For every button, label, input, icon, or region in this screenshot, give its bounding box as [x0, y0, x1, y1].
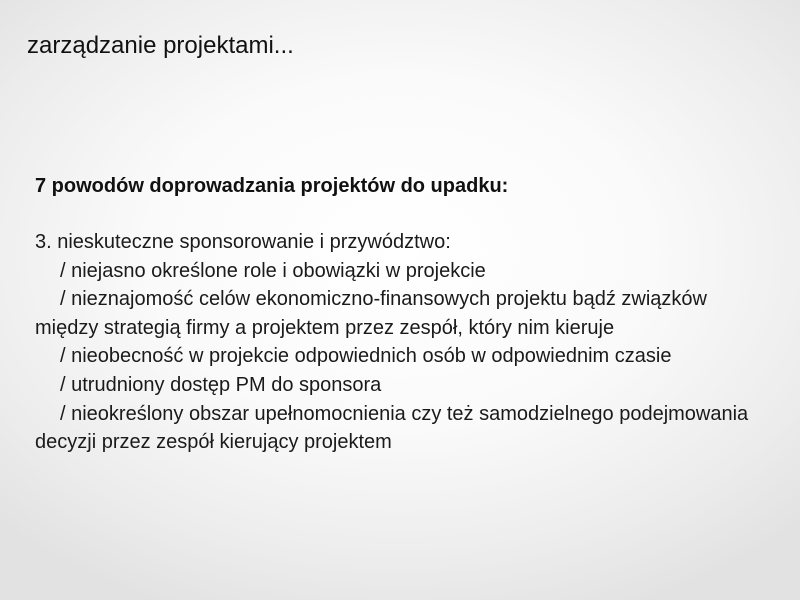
- bullet-item-people: / nieobecność w projekcie odpowiednich osób w odpowiednim czasie: [60, 345, 672, 368]
- bullet-item-roles: / niejasno określone role i obowiązki w projekcie: [60, 259, 486, 282]
- slide-content: [35, 172, 750, 457]
- slide-title: zarządzanie projektami...: [27, 32, 294, 59]
- bullet-item-empowerment: / nieokreślony obszar upełnomocnienia czy też samodzielnego podejmowania decyzji przez zespół kierujący projektem: [35, 402, 749, 454]
- slide-subtitle: 7 powodów doprowadzania projektów do upadku:: [35, 175, 509, 197]
- bullet-item-sponsor-access: / utrudniony dostęp PM do sponsora: [60, 373, 382, 396]
- bullet-list: [35, 257, 750, 457]
- point-heading: 3. nieskuteczne sponsorowanie i przywództwo:: [35, 231, 451, 253]
- bullet-item-goals: / nieznajomość celów ekonomiczno-finansowych projektu bądź związków między strategią firmy a projektem przez zespół, który nim kieruje: [35, 288, 707, 339]
